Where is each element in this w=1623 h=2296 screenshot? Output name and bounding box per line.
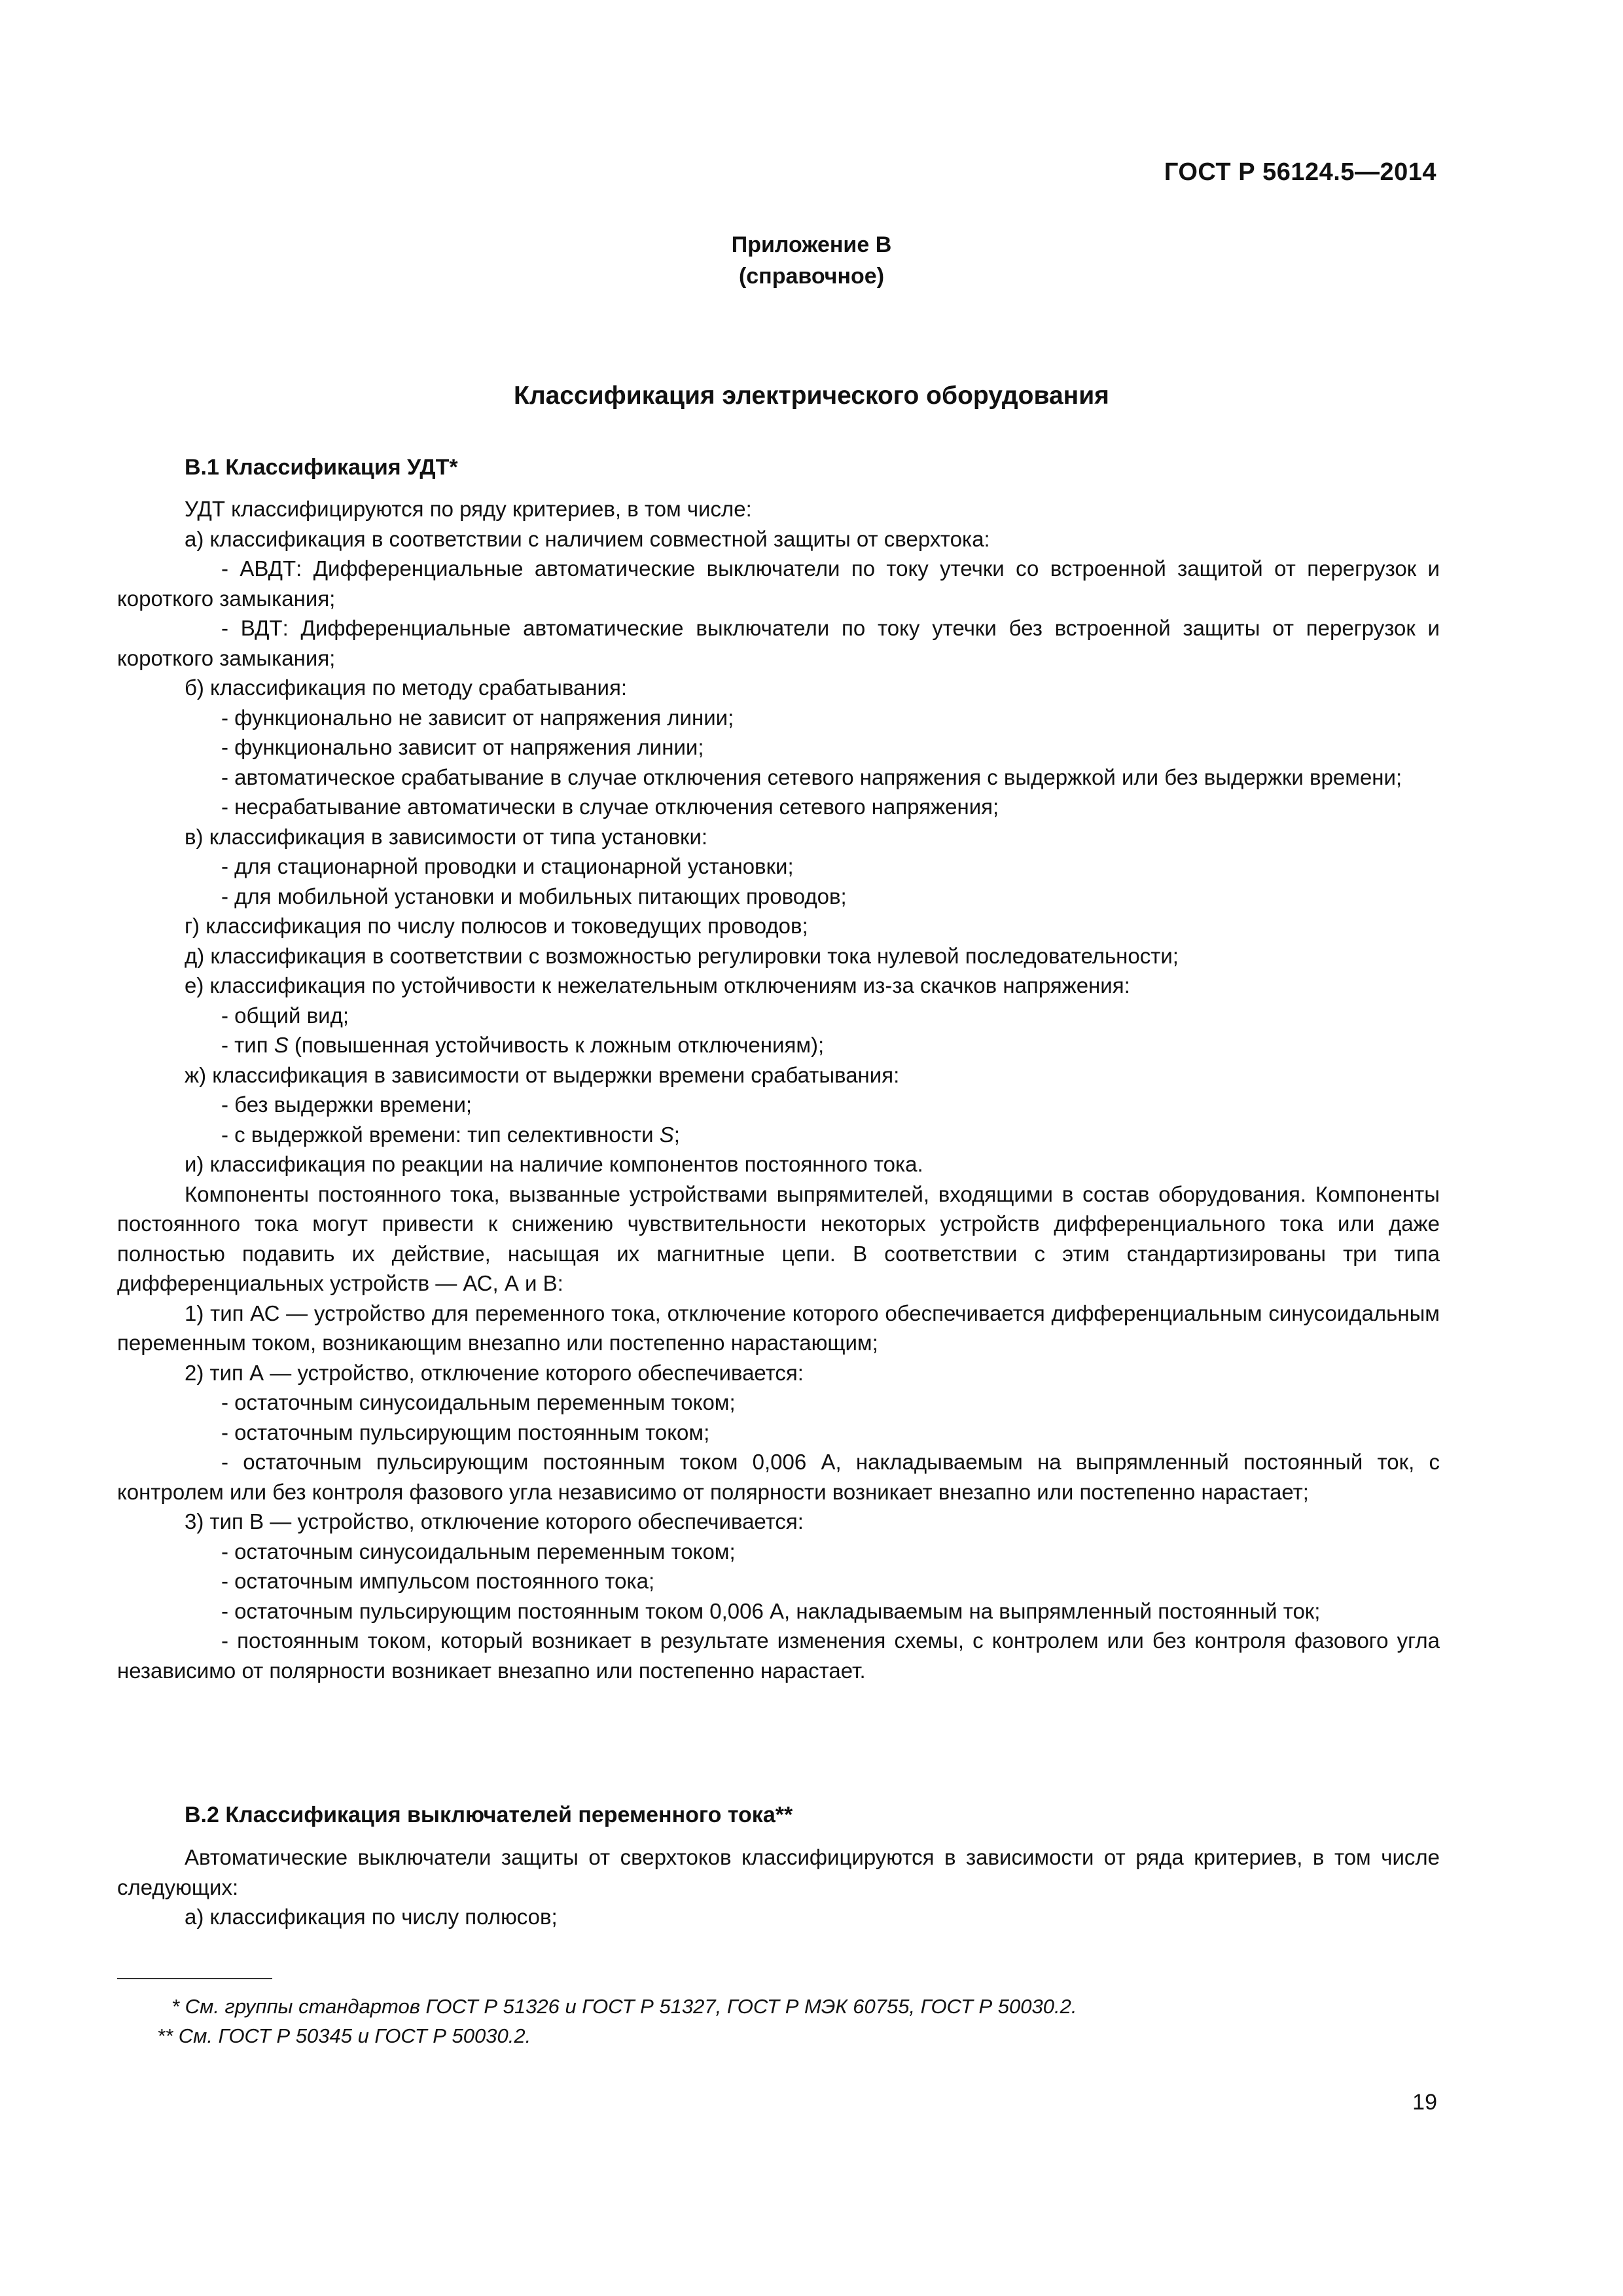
item-i: и) классификация по реакции на наличие компонентов постоянного тока.: [185, 1152, 923, 1176]
footnote-separator: [117, 1978, 272, 1979]
item-b-4: - несрабатывание автоматически в случае отключения сетевого напряжения;: [221, 795, 999, 819]
section-b1-body: [117, 494, 1440, 1685]
type-b: 3) тип В — устройство, отключение которого обеспечивается:: [185, 1509, 804, 1534]
appendix-title: Приложение В: [731, 232, 892, 257]
item-zh-2-text-b: ;: [673, 1122, 680, 1147]
main-title: Классификация электрического оборудования: [514, 382, 1109, 410]
item-zh: ж) классификация в зависимости от выдержки времени срабатывания:: [185, 1062, 900, 1087]
item-e-2: [117, 1030, 1440, 1060]
item-v-2: - для мобильной установки и мобильных питающих проводов;: [221, 884, 847, 908]
item-b-3: - автоматическое срабатывание в случае отключения сетевого напряжения с выдержкой или без выдержки времени;: [221, 764, 1402, 789]
type-b-1: - остаточным синусоидальным переменным током;: [221, 1539, 736, 1564]
footnote-1: * См. группы стандартов ГОСТ Р 51326 и ГОСТ Р 51327, ГОСТ Р МЭК 60755, ГОСТ Р 50030.2.: [171, 1995, 1077, 2018]
item-e-1: - общий вид;: [221, 1003, 349, 1028]
item-e-2-text-a: - тип: [221, 1033, 274, 1057]
section-b2-item-a: а) классификация по числу полюсов;: [185, 1905, 558, 1929]
type-b-3: - остаточным пульсирующим постоянным током 0,006 А, накладываемым на выпрямленный постоянный ток;: [221, 1598, 1321, 1623]
type-b-2: - остаточным импульсом постоянного тока;: [221, 1569, 655, 1593]
item-e: е) классификация по устойчивости к нежелательным отключениям из-за скачков напряжения:: [185, 973, 1130, 997]
section-b2-heading: В.2 Классификация выключателей переменного тока**: [185, 1803, 793, 1827]
item-e-2-symbol: S: [274, 1033, 289, 1057]
item-a-2: - ВДТ: Дифференциальные автоматические выключатели по току утечки без встроенной защиты от перегрузок и короткого замыкания;: [117, 616, 1440, 670]
item-e-2-text-b: (повышенная устойчивость к ложным отключениям);: [288, 1033, 825, 1057]
item-v: в) классификация в зависимости от типа установки:: [185, 824, 708, 849]
item-a: а) классификация в соответствии с наличием совместной защиты от сверхтока:: [185, 526, 990, 551]
type-a-3: - остаточным пульсирующим постоянным током 0,006 А, накладываемым на выпрямленный постоянный ток, с контролем или без контроля фазового угла независимо от полярности возникает внезапно или постепенно нарастает;: [117, 1450, 1440, 1504]
item-b-2: - функционально зависит от напряжения линии;: [221, 735, 704, 759]
item-zh-2-symbol: S: [659, 1122, 674, 1147]
item-b: б) классификация по методу срабатывания:: [185, 675, 628, 700]
item-a-1: - АВДТ: Дифференциальные автоматические выключатели по току утечки со встроенной защитой от перегрузок и короткого замыкания;: [117, 556, 1440, 611]
document-code: ГОСТ Р 56124.5—2014: [1164, 158, 1436, 186]
page-number: 19: [1412, 2090, 1437, 2115]
item-v-1: - для стационарной проводки и стационарной установки;: [221, 854, 794, 878]
type-ac: 1) тип АС — устройство для переменного тока, отключение которого обеспечивается дифференциальным синусоидальным переменным током, возникающим внезапно или постепенно нарастающим;: [117, 1300, 1440, 1355]
footnote-2: ** См. ГОСТ Р 50345 и ГОСТ Р 50030.2.: [157, 2024, 531, 2047]
type-a-1: - остаточным синусоидальным переменным током;: [221, 1390, 736, 1414]
item-zh-2: [117, 1120, 1440, 1150]
item-b-1: - функционально не зависит от напряжения линии;: [221, 705, 734, 730]
section-b2-body: [117, 1842, 1440, 1932]
type-b-4: - постоянным током, который возникает в результате изменения схемы, с контролем или без контроля фазового угла независимо от полярности возникает внезапно или постепенно нарастает.: [117, 1628, 1440, 1683]
section-b1-intro: УДТ классифицируются по ряду критериев, в том числе:: [185, 497, 752, 521]
type-a-2: - остаточным пульсирующим постоянным током;: [221, 1420, 710, 1444]
item-d: д) классификация в соответствии с возможностью регулировки тока нулевой последовательности;: [185, 943, 1179, 968]
appendix-subtitle: (справочное): [738, 264, 885, 289]
type-a: 2) тип А — устройство, отключение которого обеспечивается:: [185, 1360, 804, 1385]
item-zh-2-text-a: - с выдержкой времени: тип селективности: [221, 1122, 660, 1147]
paragraph-components: Компоненты постоянного тока, вызванные устройствами выпрямителей, входящими в состав оборудования. Компоненты постоянного тока могут привести к снижению чувствительности некоторых устройств дифференциального тока или даже полностью подавить их действие, насыщая их магнитные цепи. В соответствии с этим стандартизированы три типа дифференциальных устройств — АС, А и В:: [117, 1181, 1440, 1295]
item-zh-1: - без выдержки времени;: [221, 1092, 473, 1117]
section-b2-intro: Автоматические выключатели защиты от сверхтоков классифицируются в зависимости от ряда критериев, в том числе следующих:: [117, 1845, 1440, 1899]
item-g: г) классификация по числу полюсов и токоведущих проводов;: [185, 914, 808, 938]
section-b1-heading: В.1 Классификация УДТ*: [185, 455, 458, 480]
